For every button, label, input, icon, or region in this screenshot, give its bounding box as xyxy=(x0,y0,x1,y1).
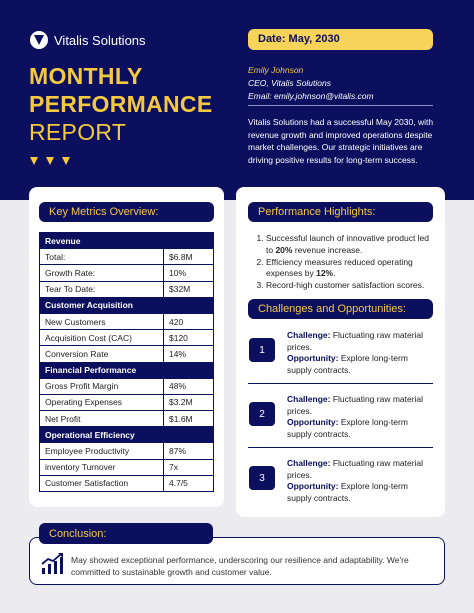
challenge-text: Fluctuating raw material prices. xyxy=(287,394,424,416)
challenges-heading: Challenges and Opportunities: xyxy=(248,299,433,319)
title-line-1: MONTHLY xyxy=(29,63,143,89)
table-row xyxy=(40,281,214,297)
challenge-number-badge: 3 xyxy=(249,466,275,490)
table-row xyxy=(40,313,214,329)
contact-role: CEO, Vitalis Solutions xyxy=(248,78,331,88)
table-row xyxy=(40,394,214,410)
challenge-label: Challenge: xyxy=(287,330,331,340)
metrics-section-row xyxy=(40,297,214,313)
metric-label: Net Profit xyxy=(40,411,164,427)
metric-label: New Customers xyxy=(40,313,164,329)
contact-email: Email: emily.johnson@vitalis.com xyxy=(248,91,374,101)
logo-icon xyxy=(30,31,48,49)
triangle-decoration-icon xyxy=(30,157,38,165)
metric-label: Customer Satisfaction xyxy=(40,475,164,491)
highlight-figure: 12% xyxy=(316,268,334,279)
challenge-number-badge: 2 xyxy=(249,402,275,426)
table-row xyxy=(40,459,214,475)
table-row xyxy=(40,265,214,281)
table-row xyxy=(40,443,214,459)
table-row xyxy=(40,378,214,394)
metrics-section-title: Financial Performance xyxy=(40,362,214,378)
challenge-label: Challenge: xyxy=(287,458,331,468)
list-item xyxy=(266,280,436,292)
challenge-number-badge: 1 xyxy=(249,338,275,362)
opportunity-text: Explore long-term supply contracts. xyxy=(287,417,408,439)
table-row xyxy=(40,330,214,346)
metric-value: 10% xyxy=(164,265,214,281)
table-row xyxy=(40,475,214,491)
opportunity-label: Opportunity: xyxy=(287,417,339,427)
metric-label: Operating Expenses xyxy=(40,394,164,410)
metrics-section-row xyxy=(40,362,214,378)
metric-value: 48% xyxy=(164,378,214,394)
metric-label: inventory Turnover xyxy=(40,459,164,475)
highlights-heading: Performance Highlights: xyxy=(248,202,433,222)
contact-name: Emily Johnson xyxy=(248,65,304,75)
metric-label: Total: xyxy=(40,249,164,265)
challenge-item xyxy=(287,330,433,376)
title-line-2: PERFORMANCE xyxy=(29,91,213,117)
highlight-text: . xyxy=(333,268,336,279)
metric-value: 14% xyxy=(164,346,214,362)
metrics-section-title: Revenue xyxy=(40,233,214,249)
metric-value: $3.2M xyxy=(164,394,214,410)
conclusion-text: May showed exceptional performance, underscoring our resilience and adaptability. We're committed to sustainable growth and customer value. xyxy=(71,555,409,577)
opportunity-text: Explore long-term supply contracts. xyxy=(287,481,408,503)
table-row xyxy=(40,346,214,362)
triangle-decoration-icon xyxy=(46,157,54,165)
report-title xyxy=(29,62,212,146)
metric-value: 4.7/5 xyxy=(164,475,214,491)
highlight-text: Record-high customer satisfaction scores. xyxy=(266,280,425,291)
metric-value: 87% xyxy=(164,443,214,459)
challenge-label: Challenge: xyxy=(287,394,331,404)
list-item xyxy=(266,257,436,281)
metrics-heading: Key Metrics Overview: xyxy=(39,202,214,222)
highlight-figure: 20% xyxy=(275,244,293,255)
metrics-section-row xyxy=(40,427,214,443)
table-row xyxy=(40,249,214,265)
metric-value: $120 xyxy=(164,330,214,346)
divider xyxy=(248,105,433,106)
challenge-text: Fluctuating raw material prices. xyxy=(287,330,424,352)
highlight-text: Efficiency measures reduced operating expenses by xyxy=(266,256,413,279)
list-item xyxy=(266,233,436,257)
opportunity-label: Opportunity: xyxy=(287,353,339,363)
highlight-text: Successful launch of innovative product led to xyxy=(266,233,430,255)
title-line-3: REPORT xyxy=(29,119,127,145)
highlights-list xyxy=(256,233,436,292)
challenge-item xyxy=(287,394,433,440)
brand-name: Vitalis Solutions xyxy=(54,32,146,48)
conclusion-heading: Conclusion: xyxy=(39,523,213,544)
opportunity-label: Opportunity: xyxy=(287,481,339,491)
metric-label: Tear To Date: xyxy=(40,281,164,297)
metric-label: Growth Rate: xyxy=(40,265,164,281)
metric-label: Employee Productivity xyxy=(40,443,164,459)
metric-value: $1.6M xyxy=(164,411,214,427)
table-row xyxy=(40,411,214,427)
divider xyxy=(248,447,433,448)
metric-value: $6.8M xyxy=(164,249,214,265)
metric-label: Conversion Rate xyxy=(40,346,164,362)
metrics-table xyxy=(39,232,214,492)
metric-label: Gross Profit Margin xyxy=(40,378,164,394)
challenge-item xyxy=(287,458,433,504)
metrics-section-title: Operational Efficiency xyxy=(40,427,214,443)
brand-logo xyxy=(30,31,146,49)
divider xyxy=(248,383,433,384)
contact-block xyxy=(248,64,374,103)
intro-text: Vitalis Solutions had a successful May 2030, with revenue growth and improved operations despite market challenges. Our strategic initiatives are driving positive results for long-term success. xyxy=(248,117,434,165)
date-badge: Date: May, 2030 xyxy=(248,29,433,50)
metric-value: 420 xyxy=(164,313,214,329)
metrics-section-title: Customer Acquisition xyxy=(40,297,214,313)
metrics-section-row xyxy=(40,233,214,249)
opportunity-text: Explore long-term supply contracts. xyxy=(287,353,408,375)
metric-label: Acquisition Cost (CAC) xyxy=(40,330,164,346)
metric-value: 7x xyxy=(164,459,214,475)
triangle-decoration-icon xyxy=(62,157,70,165)
challenge-text: Fluctuating raw material prices. xyxy=(287,458,424,480)
metric-value: $32M xyxy=(164,281,214,297)
highlight-text: revenue increase. xyxy=(292,244,363,255)
growth-chart-icon xyxy=(40,552,64,576)
